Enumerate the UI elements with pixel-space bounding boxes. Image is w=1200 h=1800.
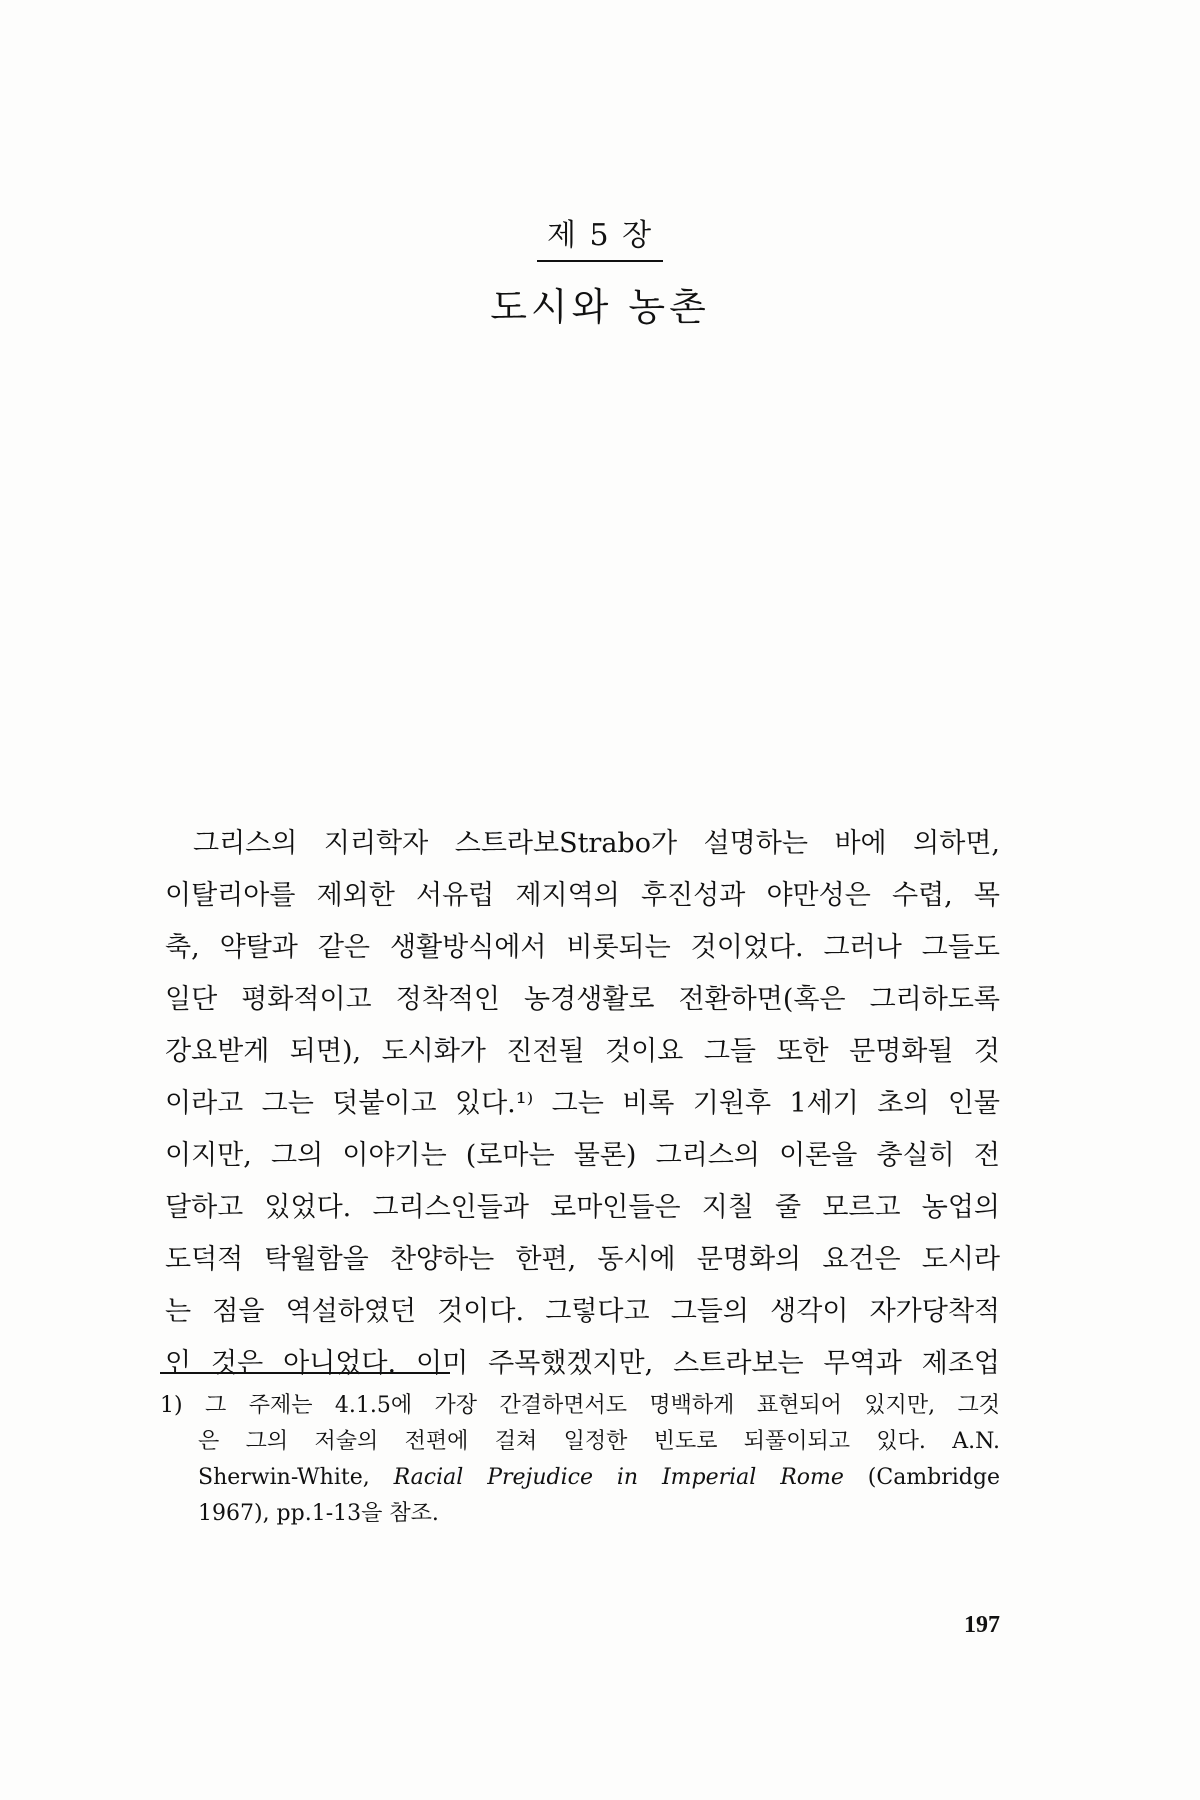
footnote-line: 은 그의 저술의 전편에 걸쳐 일정한 빈도로 되풀이되고 있다. A.N.: [198, 1429, 1000, 1454]
body-line: 이라고 그는 덧붙이고 있다.¹⁾ 그는 비록 기원후 1세기 초의 인물: [165, 1088, 1000, 1119]
citation-title: Racial Prejudice in Imperial Rome: [393, 1465, 844, 1490]
footnote-block: [160, 1388, 1000, 1532]
chapter-title: 도시와 농촌: [490, 285, 710, 329]
body-line: 이탈리아를 제외한 서유럽 제지역의 후진성과 야만성은 수렵, 목: [165, 880, 1000, 911]
body-line: 강요받게 되면), 도시화가 진전될 것이요 그들 또한 문명화될 것: [165, 1036, 1000, 1067]
body-line: 그리스의 지리학자 스트라보Strabo가 설명하는 바에 의하면,: [193, 828, 1000, 859]
body-line: 도덕적 탁월함을 찬양하는 한편, 동시에 문명화의 요건은 도시라: [165, 1244, 1000, 1275]
body-line: 달하고 있었다. 그리스인들과 로마인들은 지칠 줄 모르고 농업의: [165, 1192, 1000, 1223]
footnote-line-citation: [160, 1460, 1000, 1496]
page-number: 197: [964, 1612, 1000, 1638]
body-line: 축, 약탈과 같은 생활방식에서 비롯되는 것이었다. 그러나 그들도: [165, 932, 1000, 963]
footnote-line: 1967), pp.1-13을 참조.: [198, 1501, 439, 1526]
chapter-number-text: 제 5 장: [537, 210, 663, 262]
citation-publisher: (Cambridge: [843, 1465, 1000, 1490]
body-line: 이지만, 그의 이야기는 (로마는 물론) 그리스의 이론을 충실히 전: [165, 1140, 1000, 1171]
body-paragraph: [165, 818, 1000, 1390]
footnote-divider: [160, 1372, 450, 1374]
body-line: 는 점을 역설하였던 것이다. 그렇다고 그들의 생각이 자가당착적: [165, 1296, 1000, 1327]
chapter-number: [0, 210, 1200, 262]
citation-author: Sherwin-White,: [198, 1465, 394, 1490]
footnote-line: 1) 그 주제는 4.1.5에 가장 간결하면서도 명백하게 표현되어 있지만, 그것: [160, 1393, 1000, 1418]
body-line: 인 것은 아니었다. 이미 주목했겠지만, 스트라보는 무역과 제조업: [165, 1348, 1000, 1379]
body-line: 일단 평화적이고 정착적인 농경생활로 전환하면(혹은 그리하도록: [165, 984, 1000, 1015]
